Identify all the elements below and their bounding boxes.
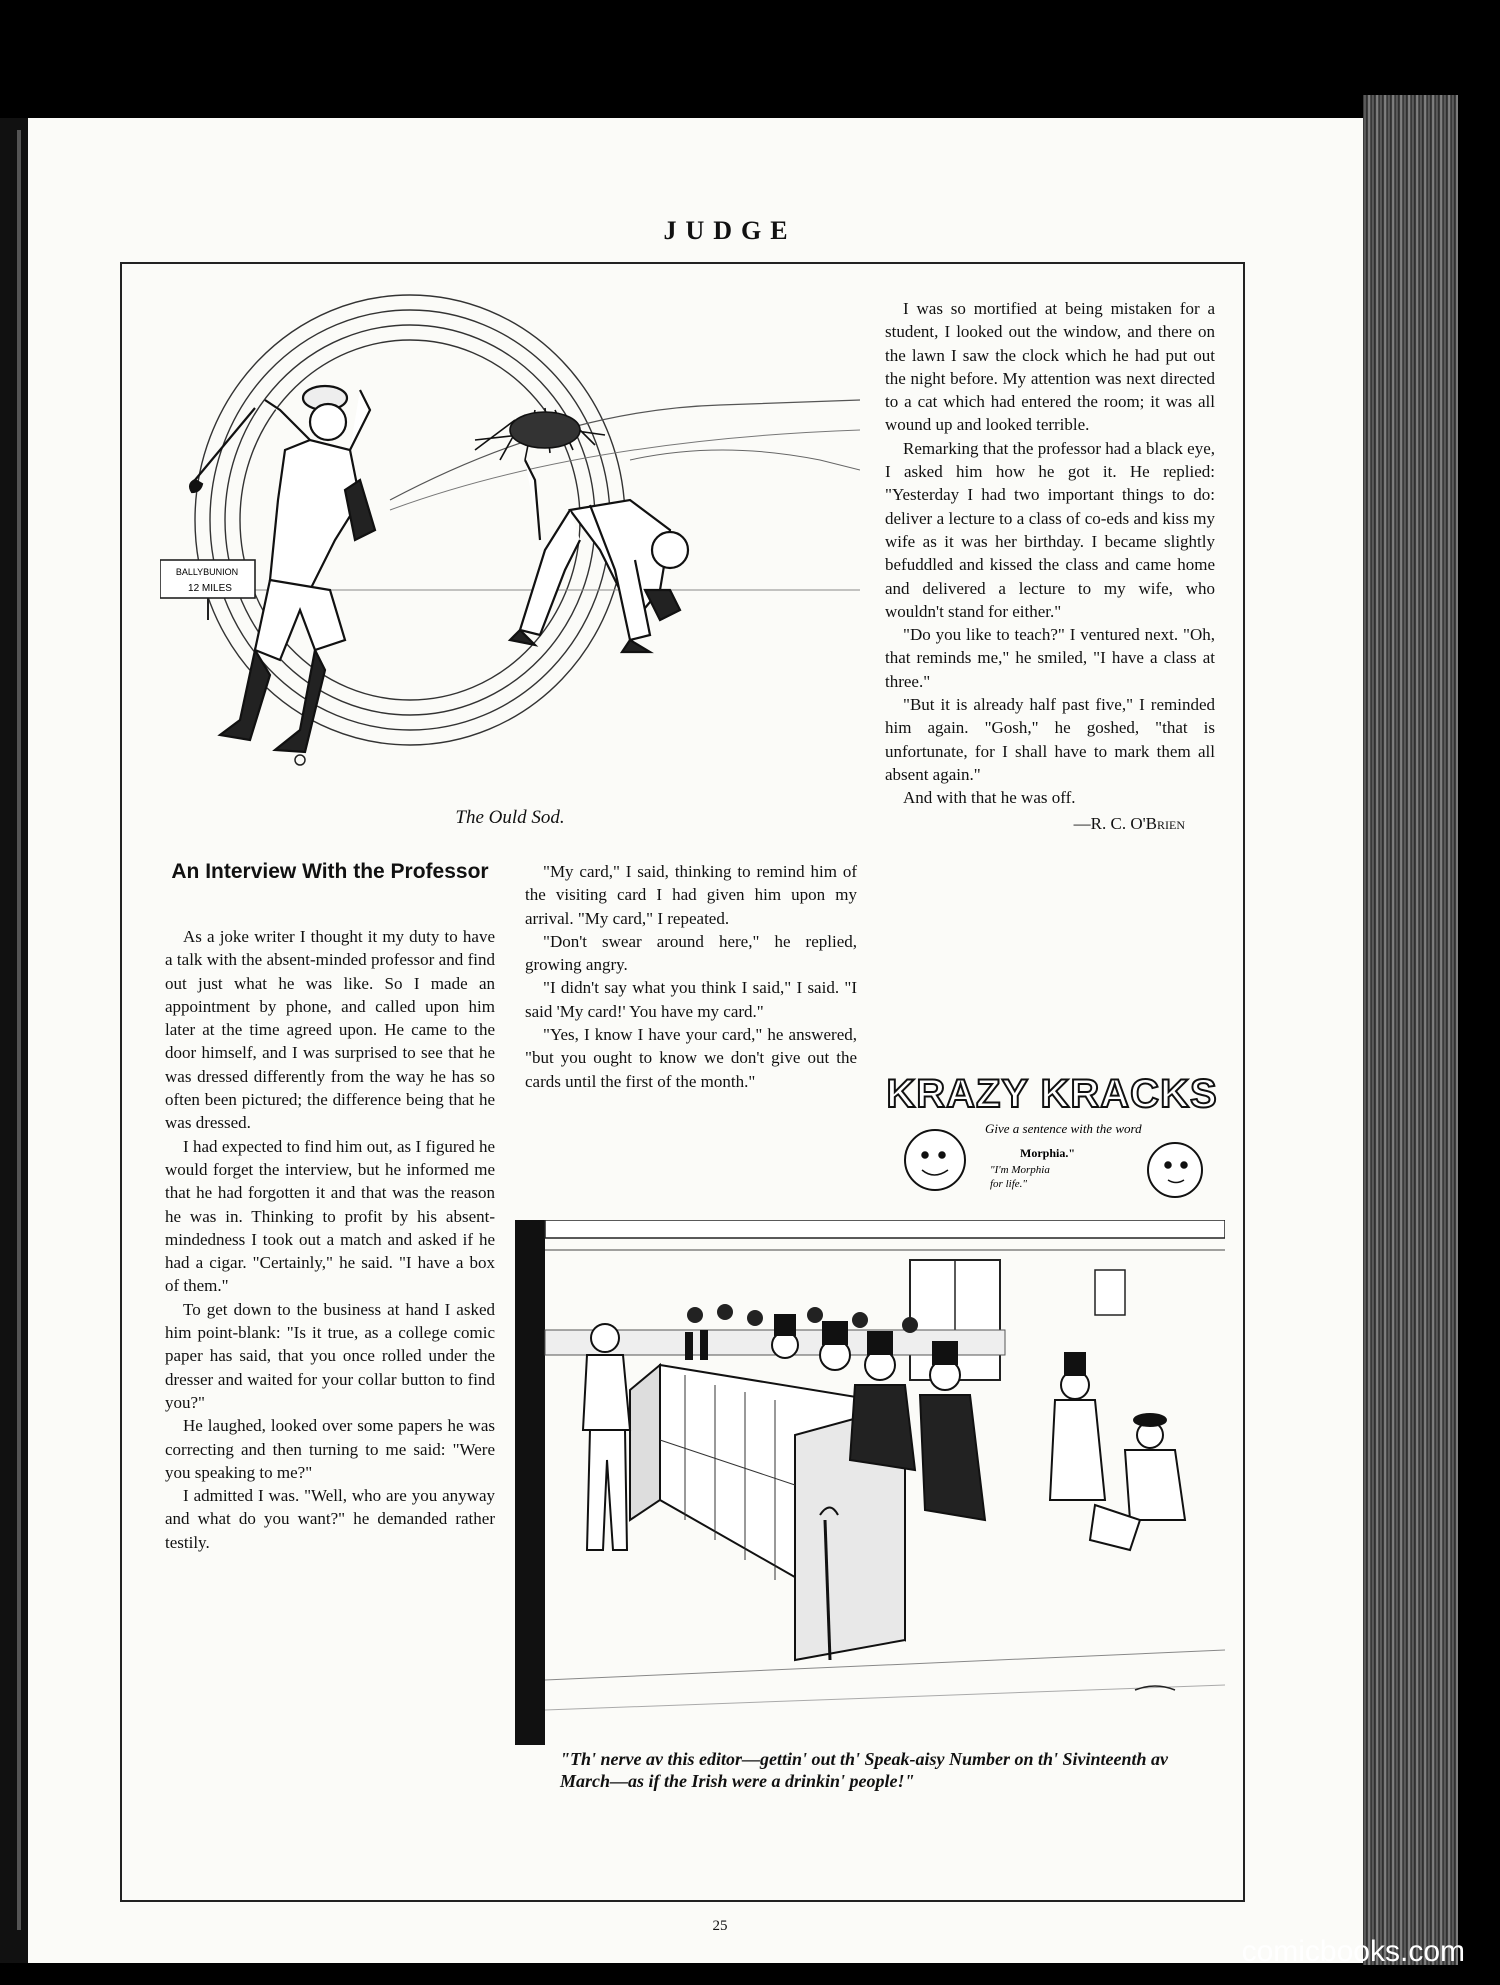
speakeasy-cartoon	[515, 1220, 1225, 1745]
watermark: comicbooks.com	[1241, 1935, 1465, 1968]
krazy-kracks-panel	[880, 1065, 1225, 1205]
krazy-kracks-answer-2: for life."	[990, 1178, 1028, 1190]
paragraph: And with that he was off.	[903, 788, 1076, 808]
paragraph: I had expected to find him out, as I figured he would forget the interview, but he informed me that he had forgotten it and that was the reason he was in. Thinking to profit by his absent-mindedness I took out a match and asked if he had a cigar. "Certainly," he said. "I have a box of them."	[165, 1136, 495, 1296]
krazy-kracks-answer-1: "I'm Morphia	[990, 1164, 1050, 1176]
book-spine	[0, 118, 28, 1963]
paragraph: "Yes, I know I have your card," he answered, "but you ought to know we don't give out the cards until the first of the month."	[525, 1025, 857, 1091]
paragraph: To get down to the business at hand I asked him point-blank: "Is it true, as a college comic paper has said, that you once rolled under the dresser and waited for your collar button to find you?"	[165, 1299, 495, 1412]
paragraph: "Do you like to teach?" I ventured next. "Oh, that reminds me," he smiled, "I have a class at three."	[885, 625, 1215, 691]
page-edges	[1363, 95, 1458, 1965]
article-column-left	[165, 925, 495, 1554]
golf-cartoon	[160, 290, 860, 790]
paragraph: I was so mortified at being mistaken for a student, I looked out the window, and there on the lawn I saw the clock which he had put out the night before. My attention was next directed to a cat which had entered the room; it was all wound up and looked terrible.	[885, 299, 1215, 435]
krazy-kracks-title: KRAZY KRACKS	[886, 1072, 1218, 1116]
article-column-right	[885, 297, 1215, 835]
golf-cartoon-caption: The Ould Sod.	[455, 807, 565, 828]
page-number: 25	[712, 1918, 728, 1934]
krazy-kracks-prompt: Give a sentence with the word	[985, 1121, 1142, 1136]
article-title: An Interview With the Professor	[171, 860, 489, 883]
paragraph: "Don't swear around here," he replied, growing angry.	[525, 931, 857, 975]
byline: —R. C. O'Brien	[1073, 813, 1185, 833]
paragraph: Remarking that the professor had a black eye, I asked him how he got it. He replied: "Yesterday I had two important things to do: deliver a lecture to a class of co-eds and kiss my wife as it was her birthday. I became slightly befuddled and kissed the class and came home and delivered a lecture to my wife, who wouldn't stand for either."	[885, 438, 1215, 621]
krazy-kracks-word: Morphia."	[1020, 1146, 1075, 1160]
paragraph: "But it is already half past five," I reminded him again. "Gosh," he goshed, "that is unfortunate, for I shall have to mark them all absent again."	[885, 695, 1215, 784]
paragraph: As a joke writer I thought it my duty to have a talk with the absent-minded professor and find out just what he was like. So I made an appointment by phone, and called upon him later at the time agreed upon. He came to the door himself, and I was surprised to see that he was dressed differently from the way he has so often been pictured; the difference being that he was dressed.	[165, 927, 495, 1133]
sign-line-2: 12 MILES	[188, 583, 232, 594]
paragraph: I admitted I was. "Well, who are you anyway and what do you want?" he demanded rather testily.	[165, 1486, 495, 1552]
article-column-middle	[525, 860, 857, 1093]
speakeasy-cartoon-caption: "Th' nerve av this editor—gettin' out th' Speak-aisy Number on th' Sivinteenth av March—as if the Irish were a drinkin' people!"	[560, 1749, 1169, 1791]
paragraph: "My card," I said, thinking to remind him of the visiting card I had given him upon my arrival. "My card," I repeated.	[525, 862, 857, 928]
paragraph: "I didn't say what you think I said," I said. "I said 'My card!' You have my card."	[525, 978, 857, 1021]
paragraph: He laughed, looked over some papers he was correcting and then turning to me said: "Were you speaking to me?"	[165, 1416, 495, 1482]
masthead: JUDGE	[663, 216, 797, 245]
spine-shadow	[17, 130, 21, 1930]
sign-line-1: BALLYBUNION	[175, 567, 239, 577]
